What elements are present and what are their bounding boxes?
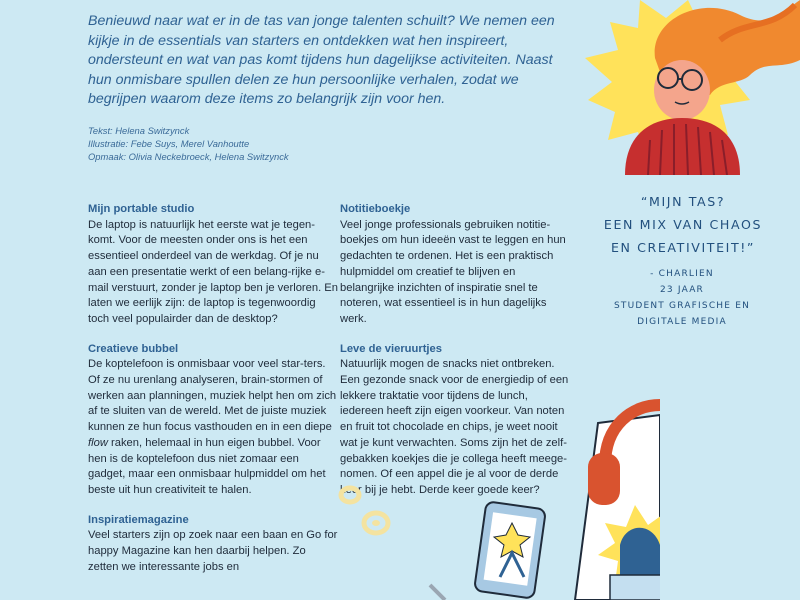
quote-line: “MIJN TAS? xyxy=(640,194,726,209)
section-body: Natuurlijk mogen de snacks niet ontbreken. Een gezonde snack voor de energiedip of een lekkere traktatie voor tijdens de lunch, iedereen heeft zijn eigen voorkeur. Van noten en fruit tot chocolade en chips, je weet nooit wat je kunt verwachten. Soms zijn het de zelf-gebakken koekjes die je collega heeft meege-nomen. Of een appel die je al voor de derde keer bij je hebt. Derde keer goede keer? xyxy=(340,358,569,496)
section-body: Veel jonge professionals gebruiken notitie-boekjes om hun ideeën vast te leggen en hun gedachten te ordenen. Het is een praktisch hulpmiddel om creatief te blijven en belangrijke inzichten of inspiratie snel te noteren, wat essentieel is in hun dagelijks werk. xyxy=(340,218,566,325)
author-age: 23 JAAR xyxy=(659,285,705,295)
pull-quote xyxy=(598,190,768,259)
phone-icon xyxy=(474,501,546,598)
magazine-person-shape xyxy=(620,528,660,575)
section-body: De koptelefoon is onmisbaar voor veel star-ters. Of ze nu urenlang analyseren, brain-stormen of werken aan planningen, muziek helpt hen om zich af te sluiten van de wereld. Met de juiste muziek kunnen ze hun focus vasthouden en in een diepe flow raken, helemaal in hun eigen bubbel. Voor hen is de koptelefoon dus niet zomaar een gadget, maar een onmisbaar hulpmiddel om het beste uit hun creativiteit te halen. xyxy=(88,358,337,496)
section-heading: Notitieboekje xyxy=(340,203,411,215)
quote-line: EN CREATIVITEIT!” xyxy=(610,240,756,255)
author-study: DIGITALE MEDIA xyxy=(637,317,727,327)
section-body: De laptop is natuurlijk het eerste wat je tegen-komt. Voor de meesten onder ons is het een essentieel onderdeel van de werkdag. Of je nu aan een presentatie werkt of een belang-rijke e-mail verstuurt, zonder je laptop ben je verloren. En laten we eerlijk zijn: de laptop is tegenwoordig toch veel populairder dan de desktop? xyxy=(88,218,338,325)
pineapple-rings-icon xyxy=(341,488,388,533)
section-heading: Leve de vieruurtjes xyxy=(340,342,442,355)
left-column xyxy=(88,202,338,589)
section-portable-studio xyxy=(88,202,338,328)
section-heading: Mijn portable studio xyxy=(88,203,195,215)
author-study: STUDENT GRAFISCHE EN xyxy=(613,301,751,311)
emphasis-flow: flow xyxy=(88,436,108,449)
pencil-icon xyxy=(430,585,445,600)
section-inspiration-magazine xyxy=(88,513,338,576)
section-heading: Inspiratiemagazine xyxy=(88,513,189,526)
credit-illustration: Illustratie: Febe Suys, Merel Vanhoutte xyxy=(88,138,250,149)
bag-contents-illustration xyxy=(330,345,660,600)
section-heading: Creatieve bubbel xyxy=(88,342,179,355)
section-body: Veel starters zijn op zoek naar een baan en Go for happy Magazine kan hen daarbij helpen. Zo zetten we interessante jobs en xyxy=(88,529,338,573)
portrait-illustration xyxy=(570,0,800,175)
section-creative-bubble xyxy=(88,342,338,499)
quote-author xyxy=(612,266,752,330)
section-notebook xyxy=(340,202,572,328)
author-name: - CHARLIEN xyxy=(650,269,714,279)
quote-line: EEN MIX VAN CHAOS xyxy=(603,217,763,232)
credits-block xyxy=(88,124,388,163)
intro-text: Benieuwd naar wat er in de tas van jonge talenten schuilt? We nemen een kijkje in de essentials van starters en ontdekken wat hen inspireert, ondersteunt en wat van pas komt tijdens hun dagelijkse activiteiten. Naast hun onmisbare spullen delen ze hun persoonlijke verhalen, zodat we begrijpen waarom deze items zo belangrijk zijn voor hen. xyxy=(88,13,555,107)
credit-layout: Opmaak: Olivia Neckebroeck, Helena Switzynck xyxy=(88,151,289,162)
credit-text: Tekst: Helena Switzynck xyxy=(88,125,190,136)
